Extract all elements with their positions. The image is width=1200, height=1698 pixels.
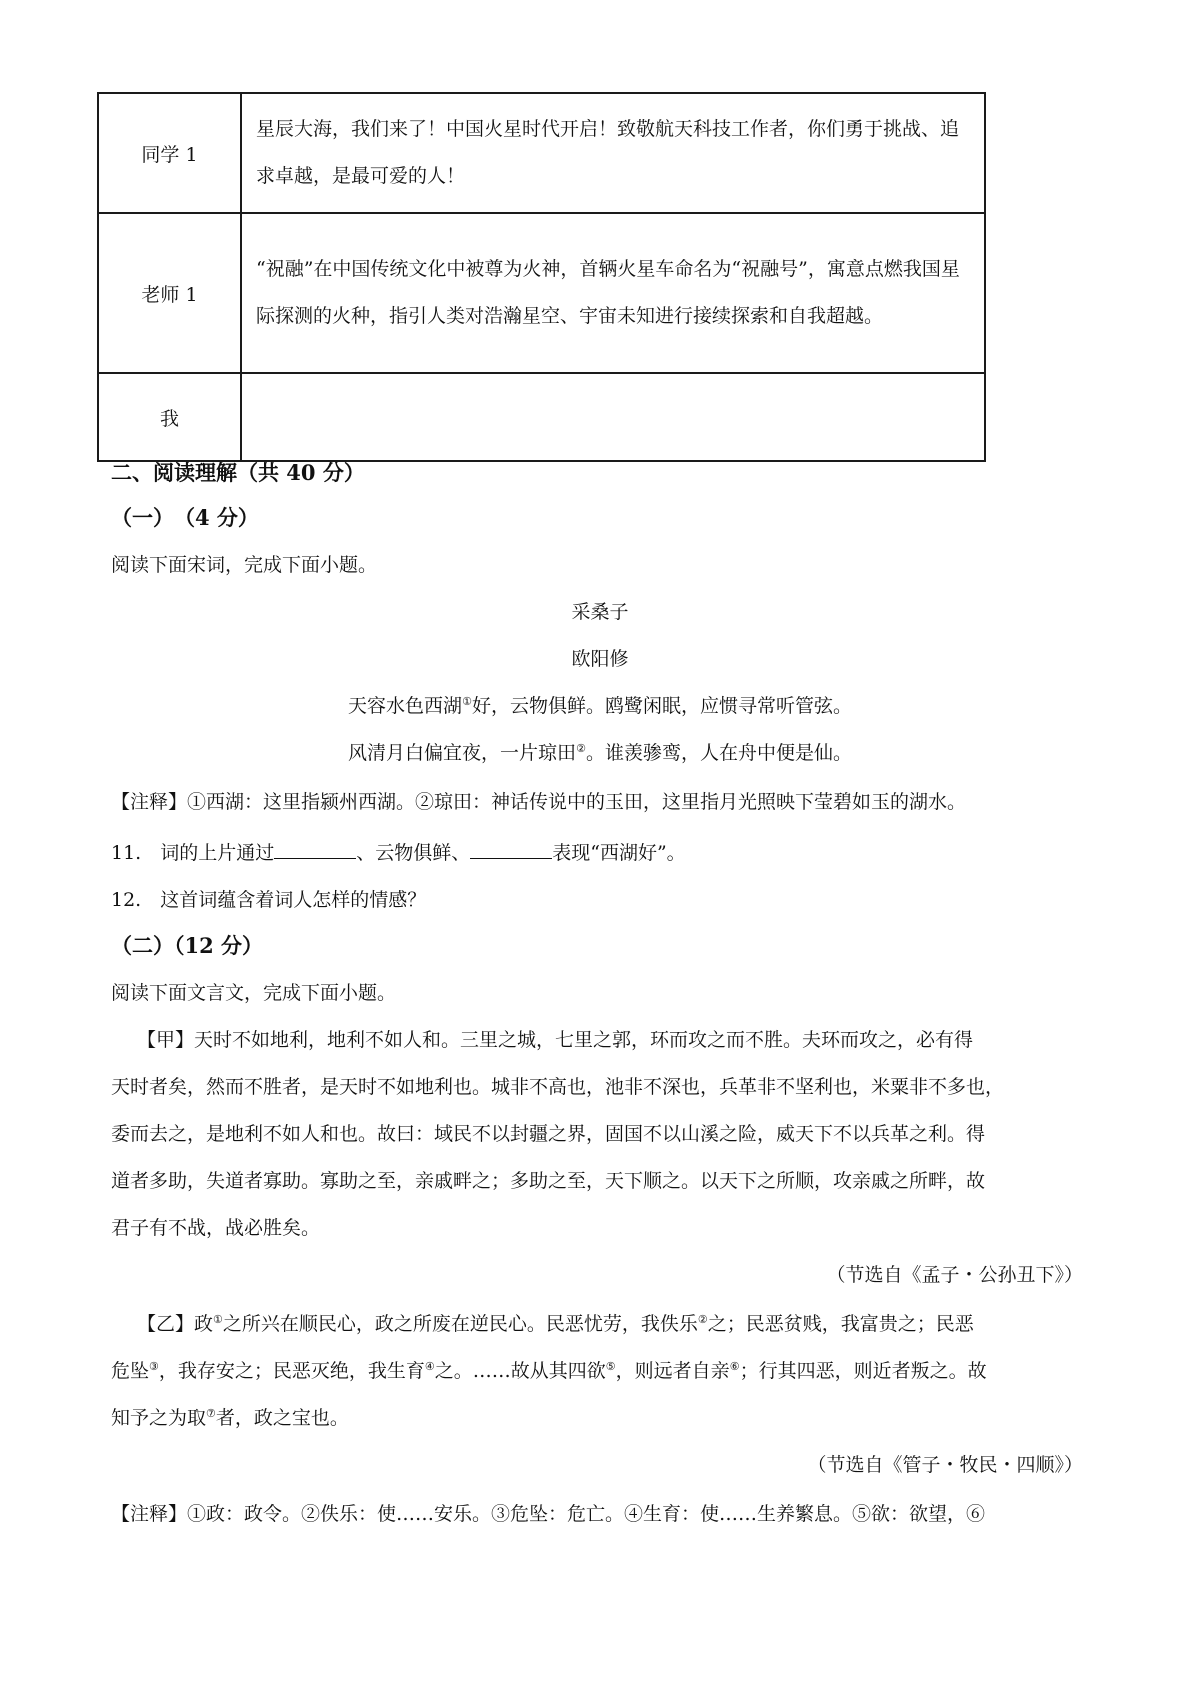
speaker-cell: 老师 1 xyxy=(98,213,241,373)
note-marker: ② xyxy=(697,1313,708,1326)
answer-blank[interactable] xyxy=(274,842,356,859)
section-heading: 二、阅读理解（共 40 分） xyxy=(111,460,365,485)
table-row xyxy=(98,93,985,213)
table-row xyxy=(98,213,985,373)
jia-line: 【甲】天时不如地利，地利不如人和。三里之城，七里之郭，环而攻之而不胜。夫环而攻之，必有得 xyxy=(137,1029,974,1051)
poem-title: 采桑子 xyxy=(571,601,629,623)
yi-note: 【注释】①政：政令。②佚乐：使……安乐。③危坠：危亡。④生育：使……生养繁息。⑤欲：欲望，⑥ xyxy=(111,1503,986,1525)
poem-line-1: 天容水色西湖①好，云物俱鲜。鸥鹭闲眠，应惯寻常听管弦。 xyxy=(348,695,852,717)
note-marker: ① xyxy=(462,695,472,708)
jia-source: （节选自《孟子・公孙丑下》） xyxy=(826,1264,1083,1286)
part1-heading: （一） （4 分） xyxy=(111,505,259,530)
note-marker: ② xyxy=(576,742,586,755)
yi-line: 【乙】政①之所兴在顺民心，政之所废在逆民心。民恶忧劳，我佚乐②之；民恶贫贱，我富贵之；民恶 xyxy=(137,1313,974,1335)
question-11: 11. 词的上片通过 、云物俱鲜、 表现“西湖好”。 xyxy=(111,842,686,864)
note-marker: ⑦ xyxy=(206,1407,216,1420)
question-12: 12. 这首词蕴含着词人怎样的情感？ xyxy=(111,889,427,911)
poem-author: 欧阳修 xyxy=(571,648,629,670)
answer-blank[interactable] xyxy=(470,842,552,859)
yi-line: 知予之为取⑦者，政之宝也。 xyxy=(111,1407,349,1429)
note-marker: ④ xyxy=(424,1360,435,1373)
jia-line: 天时者矣，然而不胜者，是天时不如地利也。城非不高也，池非不深也，兵革非不坚利也，米粟非不多也， xyxy=(111,1076,1005,1098)
note-marker: ① xyxy=(213,1313,223,1326)
answer-cell[interactable] xyxy=(241,373,985,461)
part2-instruction: 阅读下面文言文，完成下面小题。 xyxy=(111,982,397,1004)
jia-line: 委而去之，是地利不如人和也。故曰：域民不以封疆之界，固国不以山溪之险，威天下不以兵革之利。得 xyxy=(111,1123,986,1145)
poem-note: 【注释】①西湖：这里指颍州西湖。②琼田：神话传说中的玉田，这里指月光照映下莹碧如玉的湖水。 xyxy=(111,791,967,813)
poem-line-2: 风清月白偏宜夜，一片琼田②。谁羡骖鸾，人在舟中便是仙。 xyxy=(348,742,852,764)
speaker-cell: 我 xyxy=(98,373,241,461)
note-marker: ③ xyxy=(149,1360,159,1373)
comment-table xyxy=(97,92,986,462)
yi-line: 危坠③，我存安之；民恶灭绝，我生育④之。……故从其四欲⑤，则远者自亲⑥；行其四恶，则近者叛之。故 xyxy=(111,1360,987,1382)
comment-cell: 星辰大海，我们来了！中国火星时代开启！致敬航天科技工作者，你们勇于挑战、追求卓越，是最可爱的人！ xyxy=(241,93,985,213)
speaker-cell: 同学 1 xyxy=(98,93,241,213)
jia-line: 君子有不战，战必胜矣。 xyxy=(111,1217,321,1239)
note-marker: ⑤ xyxy=(605,1360,616,1373)
comment-cell: “祝融”在中国传统文化中被尊为火神，首辆火星车命名为“祝融号”，寓意点燃我国星际探测的火种，指引人类对浩瀚星空、宇宙未知进行接续探索和自我超越。 xyxy=(241,213,985,373)
table-row xyxy=(98,373,985,461)
note-marker: ⑥ xyxy=(729,1360,740,1373)
yi-source: （节选自《管子・牧民・四顺》） xyxy=(807,1454,1083,1476)
part1-instruction: 阅读下面宋词，完成下面小题。 xyxy=(111,554,378,576)
jia-line: 道者多助，失道者寡助。寡助之至，亲戚畔之；多助之至，天下顺之。以天下之所顺，攻亲戚之所畔，故 xyxy=(111,1170,986,1192)
part2-heading: （二）（12 分） xyxy=(111,933,264,958)
